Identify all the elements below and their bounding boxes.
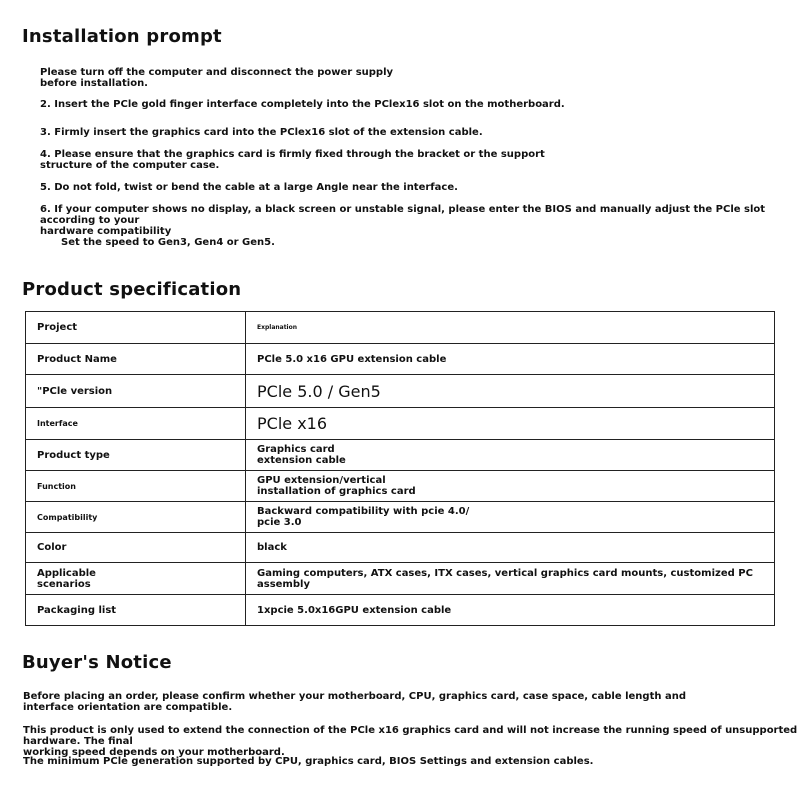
spec-key: Function bbox=[26, 471, 246, 502]
spec-value bbox=[246, 471, 775, 502]
installation-heading: Installation prompt bbox=[22, 26, 222, 47]
spec-key-line-2: scenarios bbox=[37, 578, 91, 590]
notice-heading: Buyer's Notice bbox=[22, 652, 172, 673]
spec-table bbox=[25, 311, 775, 626]
spec-row-interface bbox=[26, 408, 775, 440]
spec-value: PCle 5.0 x16 GPU extension cable bbox=[246, 344, 775, 375]
spec-value-line-2: pcie 3.0 bbox=[257, 517, 302, 528]
spec-value: PCle 5.0 / Gen5 bbox=[246, 375, 775, 408]
spec-key: Color bbox=[26, 533, 246, 563]
spec-value: PCle x16 bbox=[246, 408, 775, 440]
notice-paragraph-3 bbox=[23, 756, 593, 767]
spec-row-color bbox=[26, 533, 775, 563]
spec-row-project bbox=[26, 312, 775, 344]
install-step-3-line-1: 3. Firmly insert the graphics card into the PClex16 slot of the extension cable. bbox=[40, 127, 483, 138]
spec-value: black bbox=[246, 533, 775, 563]
spec-row-pcie-version bbox=[26, 375, 775, 408]
notice-paragraph-1 bbox=[23, 691, 686, 713]
install-step-6 bbox=[40, 204, 800, 237]
spec-value-line-2: assembly bbox=[257, 578, 310, 590]
spec-value bbox=[246, 502, 775, 533]
install-step-1-line-1: Please turn off the computer and disconnect the power supply bbox=[40, 67, 394, 78]
spec-row-product-name bbox=[26, 344, 775, 375]
spec-value-line-1: Gaming computers, ATX cases, ITX cases, vertical graphics card mounts, customized PC bbox=[257, 567, 753, 579]
install-step-5 bbox=[40, 182, 458, 193]
install-step-3 bbox=[40, 127, 483, 138]
install-step-5-line-1: 5. Do not fold, twist or bend the cable at a large Angle near the interface. bbox=[40, 182, 458, 193]
spec-value: Explanation bbox=[246, 312, 775, 344]
spec-heading: Product specification bbox=[22, 279, 242, 300]
spec-key bbox=[26, 563, 246, 595]
spec-value: 1xpcie 5.0x16GPU extension cable bbox=[246, 595, 775, 626]
spec-key: Compatibility bbox=[26, 502, 246, 533]
spec-row-function bbox=[26, 471, 775, 502]
spec-key: Interface bbox=[26, 408, 246, 440]
spec-key: Product Name bbox=[26, 344, 246, 375]
notice-paragraph-3-line-1: The minimum PCle generation supported by CPU, graphics card, BIOS Settings and extension cables. bbox=[23, 756, 594, 767]
spec-key: Project bbox=[26, 312, 246, 344]
notice-paragraph-1-line-1: Before placing an order, please confirm whether your motherboard, CPU, graphics card, case space, cable length and bbox=[23, 691, 686, 702]
spec-row-applicable-scenarios bbox=[26, 563, 775, 595]
install-step-6-line-2: hardware compatibility bbox=[40, 226, 172, 237]
spec-value-line-1: Graphics card bbox=[257, 444, 335, 455]
install-step-7 bbox=[61, 237, 275, 248]
spec-row-packaging-list bbox=[26, 595, 775, 626]
install-step-2-line-1: 2. Insert the PCle gold finger interface completely into the PClex16 slot on the motherboard. bbox=[40, 99, 565, 110]
install-step-6-line-1: 6. If your computer shows no display, a black screen or unstable signal, please enter the BIOS and manually adjust the PCle slot according to your bbox=[40, 204, 766, 226]
spec-key-line-1: Applicable bbox=[37, 567, 96, 579]
install-step-2 bbox=[40, 99, 565, 110]
notice-paragraph-1-line-2: interface orientation are compatible. bbox=[23, 702, 233, 713]
notice-paragraph-2-line-1: This product is only used to extend the connection of the PCle x16 graphics card and will not increase the running speed of unsupported hardware. The final bbox=[23, 725, 798, 747]
spec-value-line-2: installation of graphics card bbox=[257, 486, 416, 497]
install-step-1-line-2: before installation. bbox=[40, 78, 148, 89]
spec-key: Product type bbox=[26, 440, 246, 471]
install-step-7-line-1: Set the speed to Gen3, Gen4 or Gen5. bbox=[61, 237, 275, 248]
spec-row-product-type bbox=[26, 440, 775, 471]
spec-key: "PCle version bbox=[26, 375, 246, 408]
notice-paragraph-2 bbox=[23, 725, 800, 758]
install-step-4-line-2: structure of the computer case. bbox=[40, 160, 220, 171]
notice-paragraph-2-line-2: working speed depends on your motherboard. bbox=[23, 747, 285, 758]
spec-value-line-2: extension cable bbox=[257, 455, 346, 466]
spec-key: Packaging list bbox=[26, 595, 246, 626]
spec-value bbox=[246, 440, 775, 471]
install-step-1 bbox=[40, 67, 393, 89]
spec-row-compatibility bbox=[26, 502, 775, 533]
spec-value-line-1: GPU extension/vertical bbox=[257, 475, 386, 486]
spec-value-line-1: Backward compatibility with pcie 4.0/ bbox=[257, 506, 470, 517]
install-step-4-line-1: 4. Please ensure that the graphics card is firmly fixed through the bracket or the support bbox=[40, 149, 545, 160]
install-step-4 bbox=[40, 149, 545, 171]
spec-value bbox=[246, 563, 775, 595]
